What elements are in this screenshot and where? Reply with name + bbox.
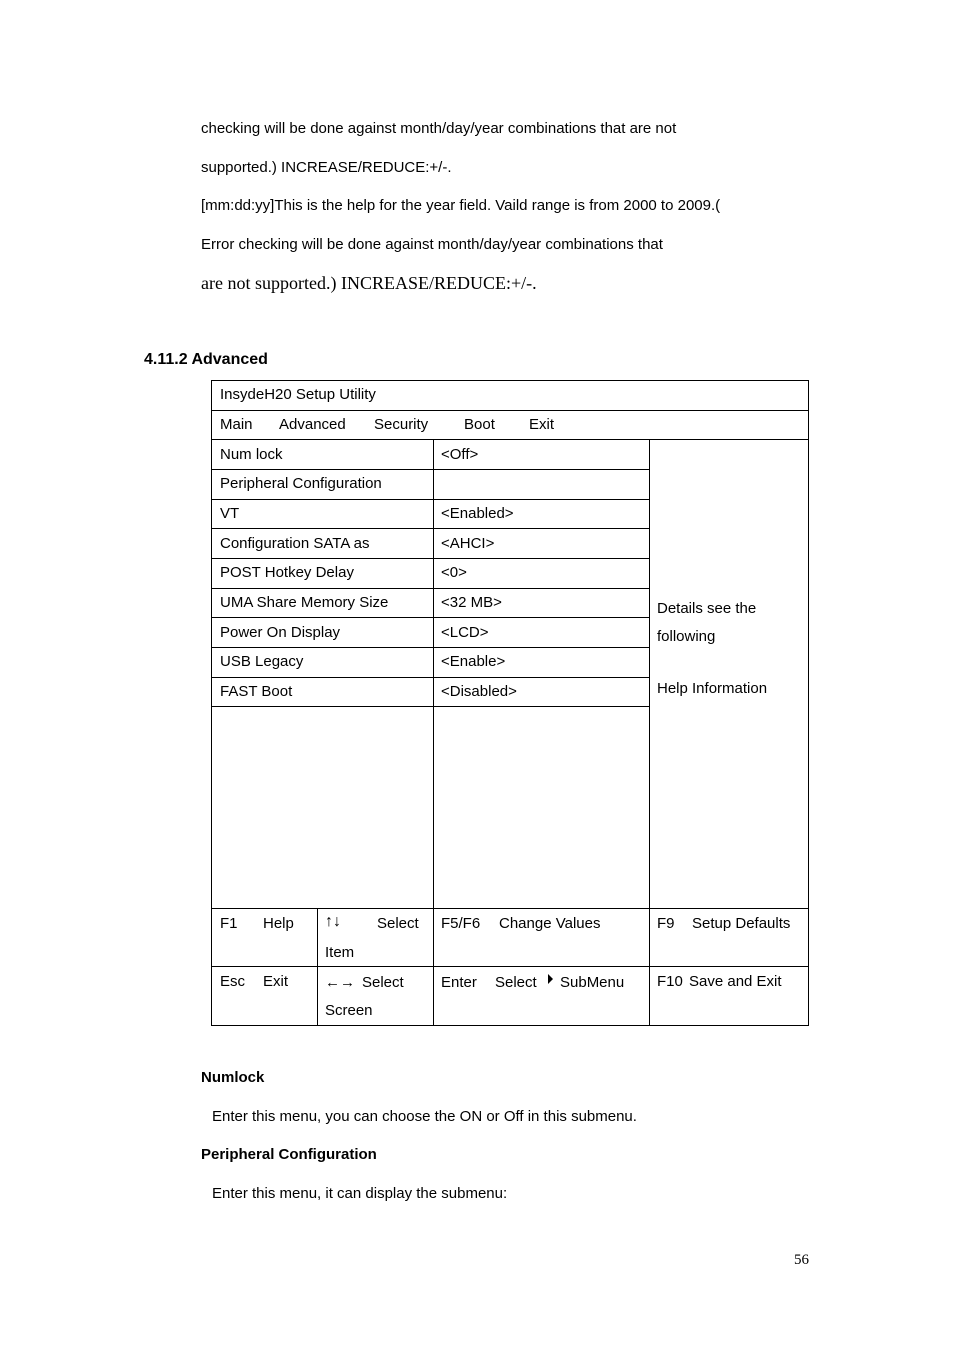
tab-main[interactable]: Main — [220, 416, 253, 433]
page-number: 56 — [794, 1252, 809, 1268]
key-f10-label: Save and Exit — [689, 973, 782, 990]
setting-label-peripheral-configuration[interactable]: Peripheral Configuration — [220, 475, 382, 492]
setting-value-fast-boot[interactable]: <Disabled> — [441, 683, 517, 700]
setting-label-power-on-display[interactable]: Power On Display — [220, 624, 341, 641]
key-f9-label: Setup Defaults — [692, 915, 791, 932]
updown-select-label: Select — [377, 915, 419, 932]
intro-line-5: are not supported.) INCREASE/REDUCE:+/-. — [201, 273, 537, 293]
leftright-select-label: Select — [362, 974, 404, 991]
help-text-line-1: Details see the — [657, 600, 757, 617]
setting-label-sata[interactable]: Configuration SATA as — [220, 535, 370, 552]
numlock-text: Enter this menu, you can choose the ON or Off in this submenu. — [212, 1108, 637, 1125]
left-right-arrows-icon: ←→ — [325, 974, 355, 991]
key-f1: F1 — [220, 915, 238, 932]
numlock-heading: Numlock — [201, 1069, 265, 1086]
setting-label-uma-share-memory[interactable]: UMA Share Memory Size — [220, 594, 389, 611]
key-enter: Enter — [441, 974, 477, 991]
enter-select-label: Select — [495, 974, 537, 991]
key-f9: F9 — [657, 915, 675, 932]
tab-advanced[interactable]: Advanced — [279, 416, 346, 433]
setting-value-uma-share-memory[interactable]: <32 MB> — [441, 594, 502, 611]
intro-line-2: supported.) INCREASE/REDUCE:+/-. — [201, 159, 452, 176]
setting-value-sata[interactable]: <AHCI> — [441, 535, 495, 552]
submenu-triangle-icon — [544, 974, 555, 992]
setting-label-num-lock[interactable]: Num lock — [220, 446, 283, 463]
intro-line-1: checking will be done against month/day/year combinations that are not — [201, 120, 677, 137]
key-f5f6: F5/F6 — [441, 915, 481, 932]
peripheral-text: Enter this menu, it can display the submenu: — [212, 1185, 508, 1202]
peripheral-heading: Peripheral Configuration — [201, 1146, 377, 1163]
key-esc: Esc — [220, 973, 246, 990]
setting-label-post-hotkey-delay[interactable]: POST Hotkey Delay — [220, 564, 354, 581]
bios-title: InsydeH20 Setup Utility — [220, 386, 376, 403]
setting-label-fast-boot[interactable]: FAST Boot — [220, 683, 293, 700]
key-esc-label: Exit — [263, 973, 289, 990]
setting-label-usb-legacy[interactable]: USB Legacy — [220, 653, 304, 670]
bios-setup-table — [211, 380, 809, 1026]
key-f10: F10 — [657, 973, 683, 990]
updown-item-label: Item — [325, 944, 355, 961]
tab-security[interactable]: Security — [374, 416, 429, 433]
setting-value-num-lock[interactable]: <Off> — [441, 446, 479, 463]
up-down-arrows-icon: ↑↓ — [325, 913, 341, 930]
tab-boot[interactable]: Boot — [464, 416, 495, 433]
setting-value-usb-legacy[interactable]: <Enable> — [441, 653, 506, 670]
setting-value-power-on-display[interactable]: <LCD> — [441, 624, 489, 641]
key-f1-label: Help — [263, 915, 294, 932]
intro-line-3: [mm:dd:yy]This is the help for the year field. Vaild range is from 2000 to 2009.( — [201, 197, 721, 214]
section-heading: 4.11.2 Advanced — [144, 351, 268, 368]
setting-value-post-hotkey-delay[interactable]: <0> — [441, 564, 467, 581]
tab-exit[interactable]: Exit — [529, 416, 555, 433]
leftright-screen-label: Screen — [325, 1002, 373, 1019]
help-text-line-2: following — [657, 628, 716, 645]
key-f5f6-label: Change Values — [499, 915, 601, 932]
setting-label-vt[interactable]: VT — [220, 505, 240, 522]
setting-value-vt[interactable]: <Enabled> — [441, 505, 514, 522]
enter-submenu-label: SubMenu — [560, 974, 625, 991]
intro-line-4: Error checking will be done against month/day/year combinations that — [201, 236, 663, 253]
help-text-line-3: Help Information — [657, 680, 768, 697]
